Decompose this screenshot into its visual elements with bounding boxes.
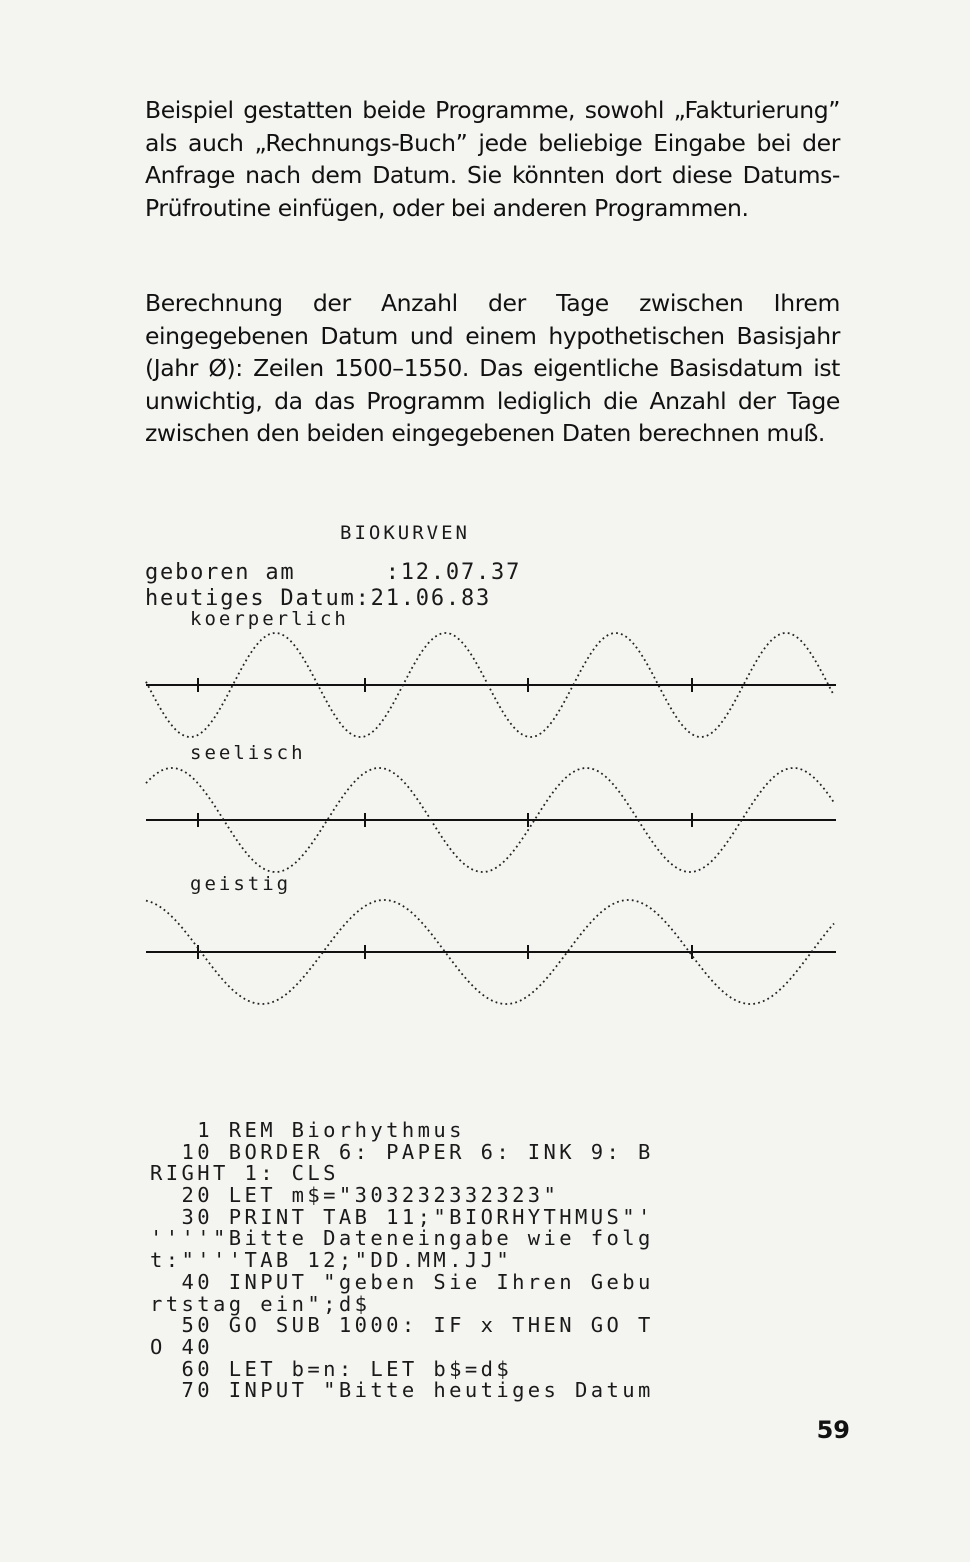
biokurven-title: BIOKURVEN [340, 522, 470, 544]
code-line: 10 BORDER 6: PAPER 6: INK 9: B [150, 1139, 654, 1164]
code-line: RIGHT 1: CLS [150, 1161, 339, 1186]
paragraph-1: Beispiel gestatten beide Programme, sowohl „Fakturierung” als auch „Rechnungs-Buch” jede beliebige Eingabe bei der Anfrage nach dem Datum. Sie könnten dort diese Datums-Prüfroutine einfügen, oder bei anderen Programmen. [145, 96, 840, 222]
code-line: 60 LET b=n: LET b$=d$ [150, 1356, 513, 1381]
today-date-line: heutiges Datum:21.06.83 [145, 586, 492, 611]
curve-label-koerperlich: koerperlich [190, 608, 349, 630]
code-line: O 40 [150, 1334, 213, 1359]
page-number: 59 [816, 1416, 850, 1444]
basic-listing [150, 1120, 850, 1402]
code-line: 40 INPUT "geben Sie Ihren Gebu [150, 1269, 654, 1294]
curve-koerperlich [146, 633, 836, 737]
code-line: 20 LET m$="303232332323" [150, 1183, 560, 1208]
paragraph-2: Berechnung der Anzahl der Tage zwischen Ihrem eingegebenen Datum und einem hypothetischen Basisjahr (Jahr Ø): Zeilen 1500–1550. Das eigentliche Basisdatum ist unwichtig, da das Programm lediglich die Anzahl der Tage zwischen den beiden eingegebenen Daten berechnen muß. [145, 289, 840, 447]
code-line: rtstag ein";d$ [150, 1291, 371, 1316]
code-line: t:"'''TAB 12;"DD.MM.JJ" [150, 1248, 513, 1273]
born-date-line: geboren am :12.07.37 [145, 560, 522, 585]
code-line: 1 REM Biorhythmus [150, 1118, 465, 1142]
code-line: 70 INPUT "Bitte heutiges Datum [150, 1378, 654, 1403]
curve-label-seelisch: seelisch [190, 742, 306, 764]
code-line: 30 PRINT TAB 11;"BIORHYTHMUS"' [150, 1204, 654, 1229]
curve-seelisch [146, 768, 836, 872]
curve-label-geistig: geistig [190, 873, 292, 895]
code-line: 50 GO SUB 1000: IF x THEN GO T [150, 1313, 654, 1338]
curve-geistig [146, 900, 836, 1004]
code-line: ''''"Bitte Dateneingabe wie folg [150, 1226, 654, 1251]
